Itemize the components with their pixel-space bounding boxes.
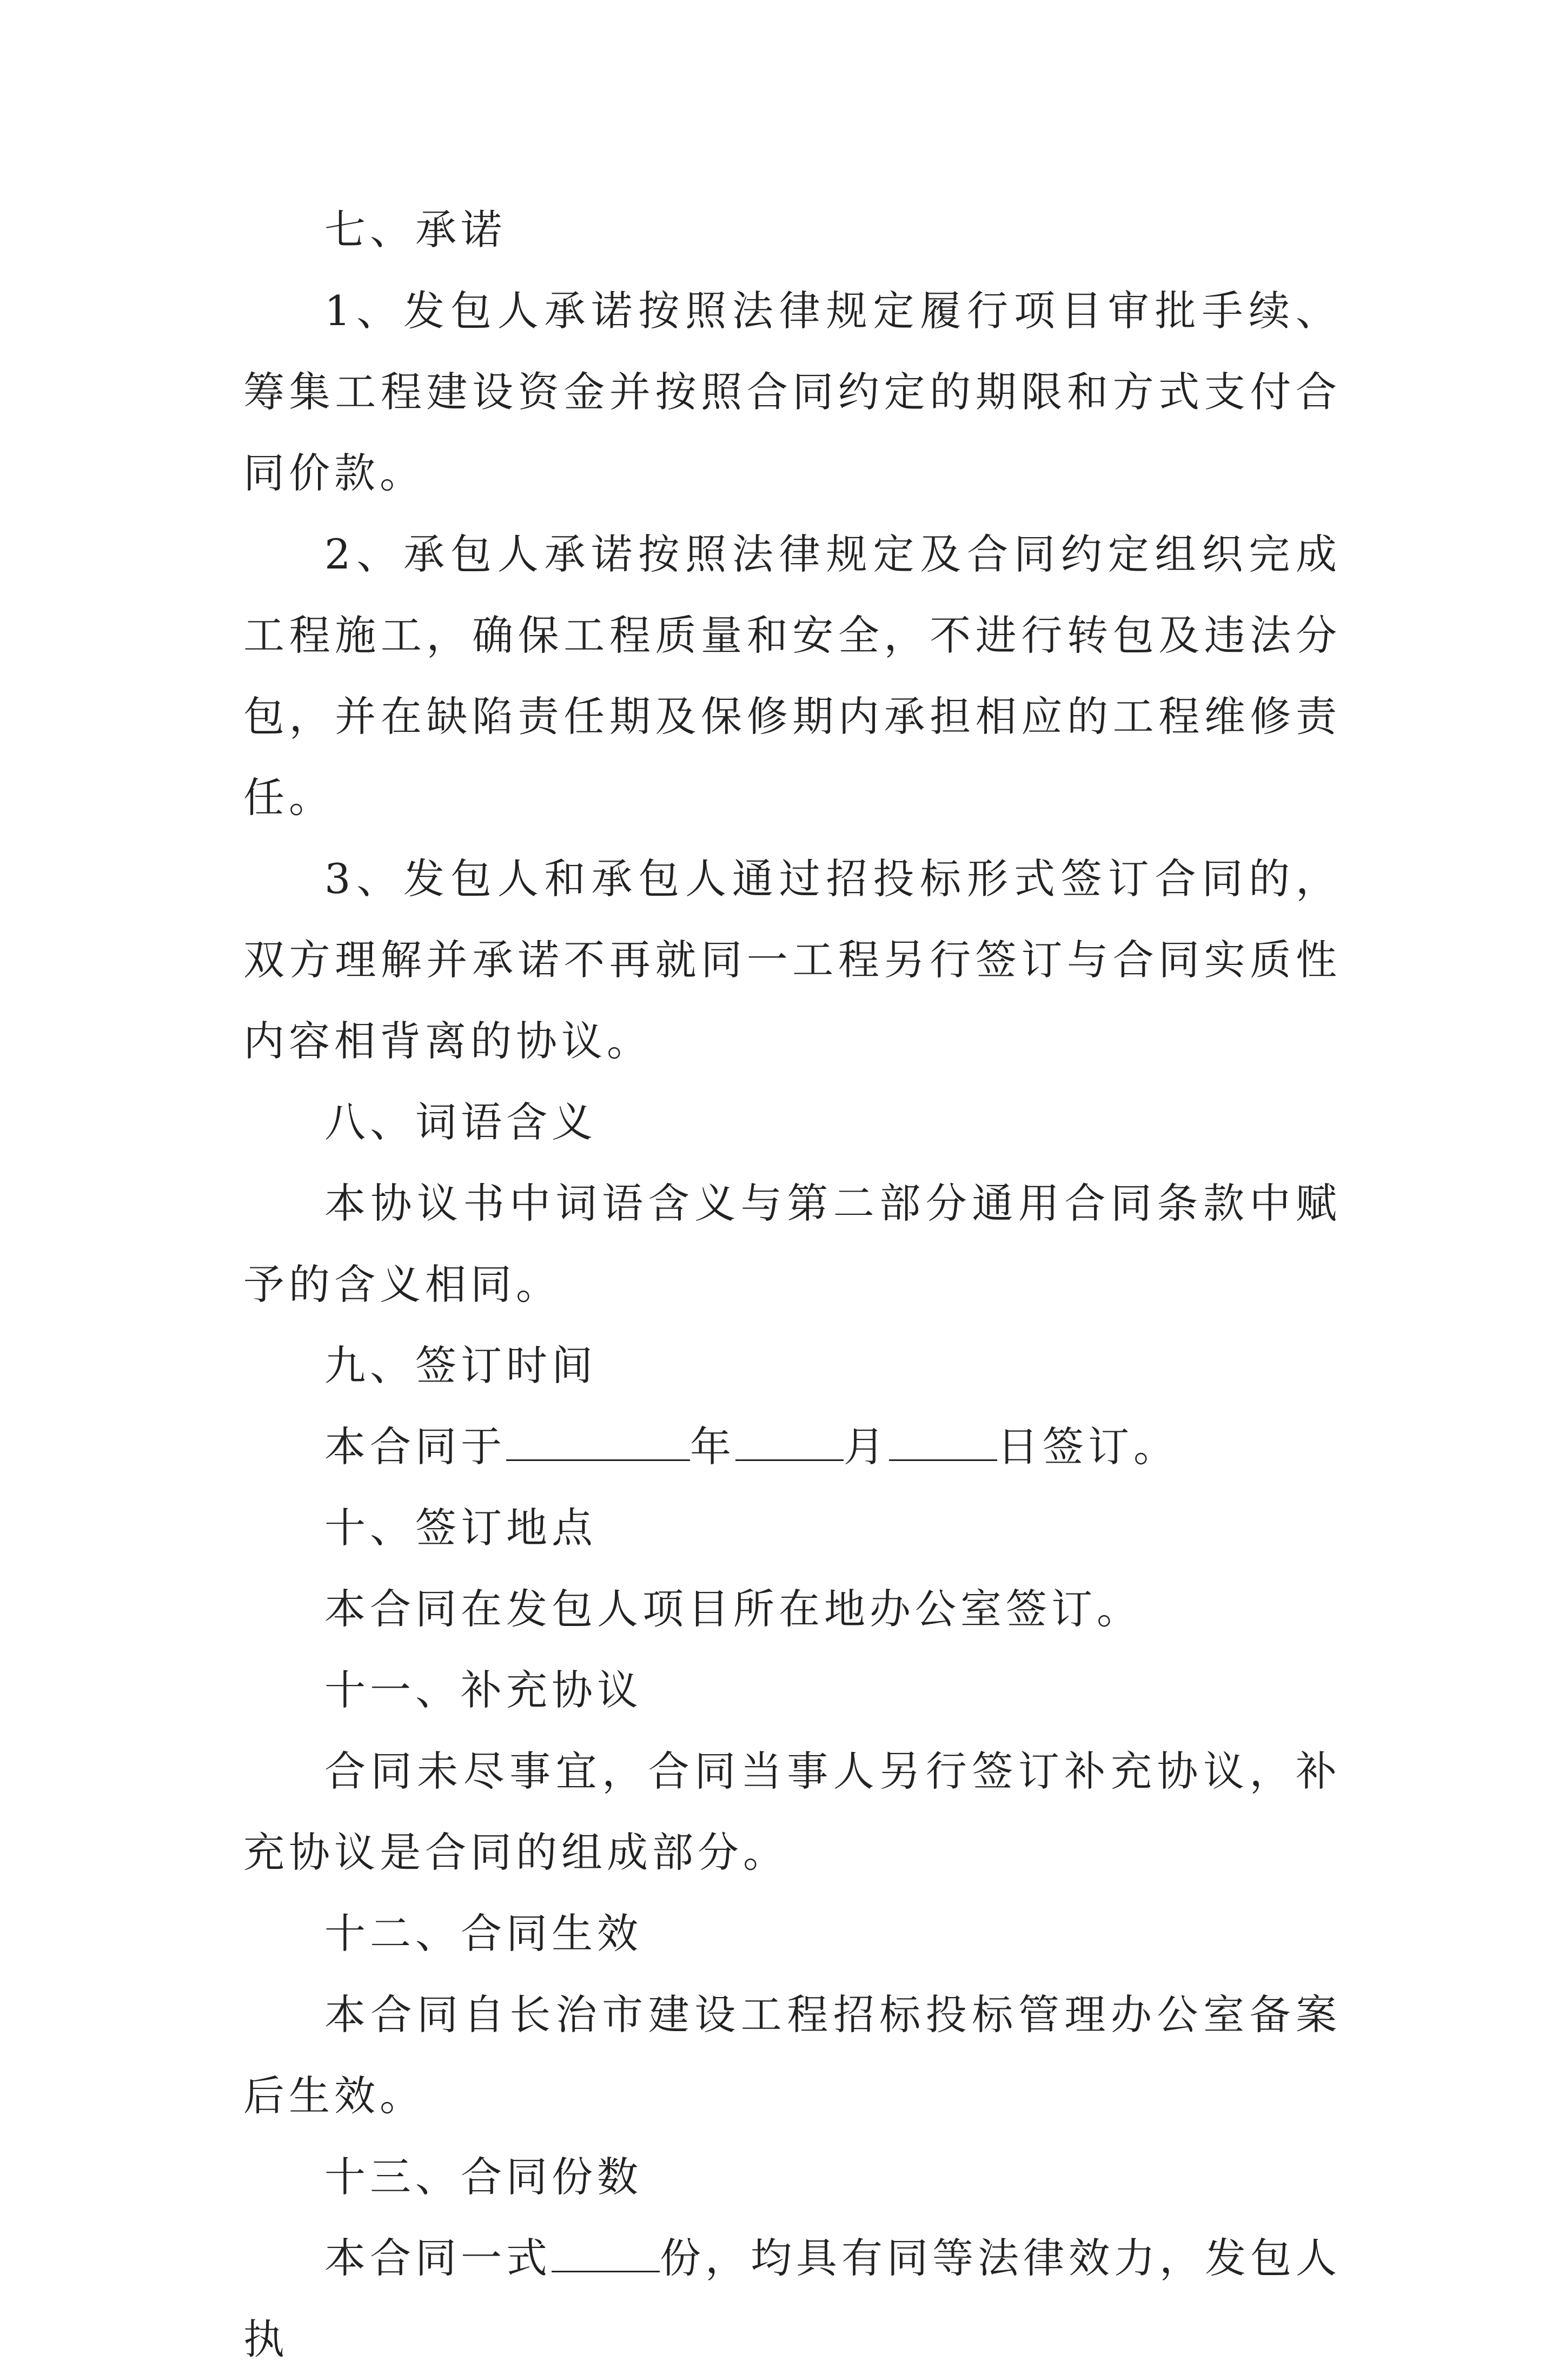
section-7-clause-2: 2、承包人承诺按照法律规定及合同约定组织完成工程施工，确保工程质量和安全，不进行转包及违法分包，并在缺陷责任期及保修期内承担相应的工程维修责任。 bbox=[243, 530, 1341, 822]
copies-prefix: 本合同一式 bbox=[324, 2234, 552, 2282]
signing-date-prefix: 本合同于 bbox=[324, 1423, 506, 1471]
day-blank[interactable] bbox=[889, 1426, 997, 1461]
section-7-clause-1: 1、发包人承诺按照法律规定履行项目审批手续、筹集工程建设资金并按照合同约定的期限和方式支付合同价款。 bbox=[243, 287, 1341, 497]
section-8-text: 本协议书中词语含义与第二部分通用合同条款中赋予的含义相同。 bbox=[243, 1179, 1341, 1308]
contract-body bbox=[243, 189, 1341, 2380]
year-label: 年 bbox=[690, 1423, 735, 1471]
section-7-heading: 七、承诺 bbox=[324, 206, 506, 254]
month-blank[interactable] bbox=[735, 1426, 844, 1461]
copies-suffix: 份，均具有同等法律效力，发包人执 bbox=[243, 2234, 1341, 2363]
month-label: 月 bbox=[844, 1423, 889, 1471]
day-label: 日签订。 bbox=[997, 1423, 1179, 1471]
section-9-heading: 九、签订时间 bbox=[324, 1341, 597, 1390]
section-7-clause-3: 3、发包人和承包人通过招投标形式签订合同的，双方理解并承诺不再就同一工程另行签订与合同实质性内容相背离的协议。 bbox=[243, 855, 1341, 1065]
copies-blank[interactable] bbox=[552, 2237, 660, 2272]
section-8-heading: 八、词语含义 bbox=[324, 1098, 597, 1146]
section-12-heading: 十二、合同生效 bbox=[324, 1909, 642, 1958]
section-13-text bbox=[243, 2218, 1341, 2380]
section-11-text: 合同未尽事宜，合同当事人另行签订补充协议，补充协议是合同的组成部分。 bbox=[243, 1747, 1341, 1876]
section-12-text: 本合同自长治市建设工程招标投标管理办公室备案后生效。 bbox=[243, 1991, 1341, 2120]
section-13-heading: 十三、合同份数 bbox=[324, 2153, 642, 2201]
section-10-heading: 十、签订地点 bbox=[324, 1504, 597, 1552]
section-10-text: 本合同在发包人项目所在地办公室签订。 bbox=[324, 1585, 1142, 1633]
year-blank[interactable] bbox=[506, 1426, 690, 1461]
section-9-text bbox=[243, 1406, 1341, 1488]
section-11-heading: 十一、补充协议 bbox=[324, 1666, 642, 1714]
